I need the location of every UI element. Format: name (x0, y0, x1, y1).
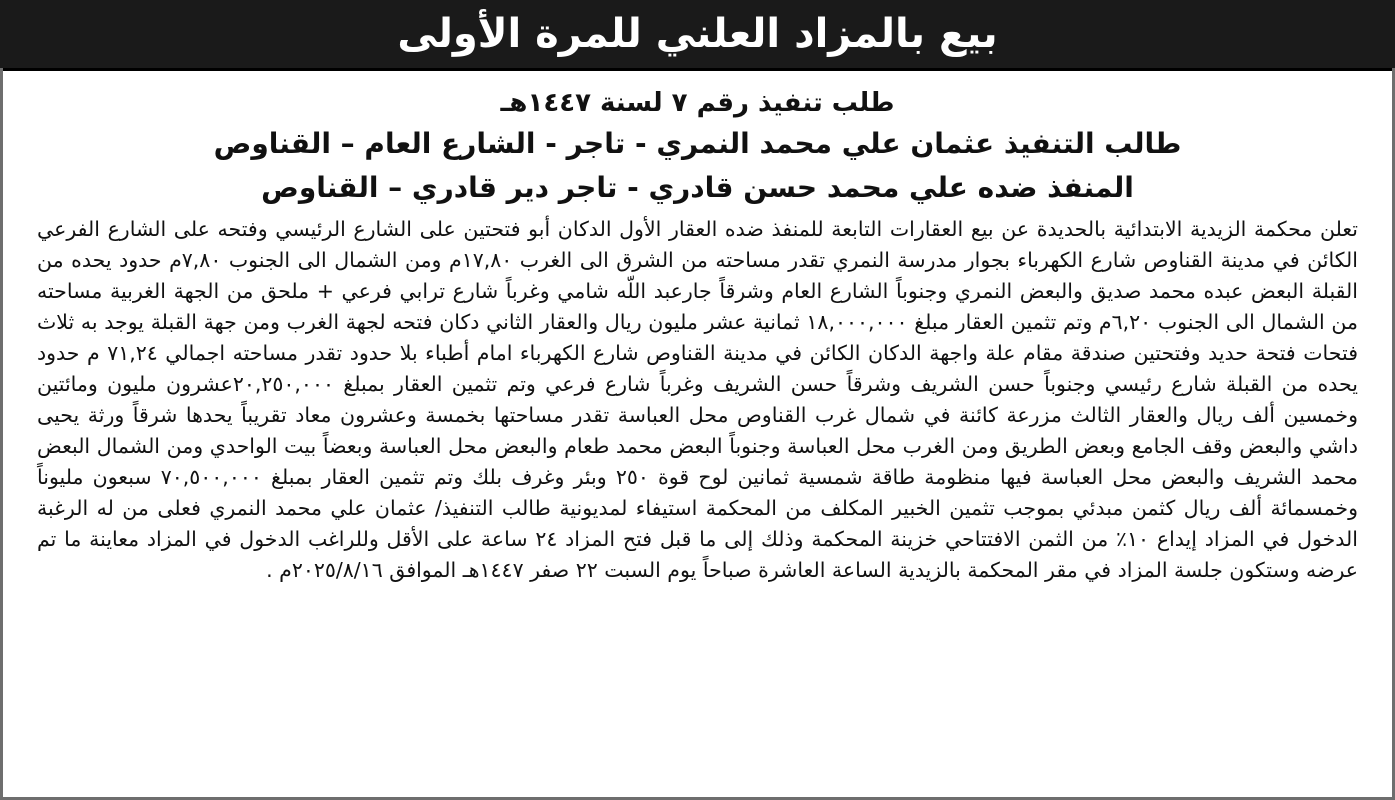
notice-title: بيع بالمزاد العلني للمرة الأولى (397, 11, 998, 57)
notice-frame (0, 68, 1395, 800)
debtor-line: المنفذ ضده علي محمد حسن قادري - تاجر دير قادري – القناوص (261, 171, 1134, 204)
claimant-line: طالب التنفيذ عثمان علي محمد النمري - تاجر - الشارع العام – القناوص (213, 127, 1182, 160)
case-reference: طلب تنفيذ رقم ٧ لسنة ١٤٤٧هـ (500, 88, 895, 118)
body-paragraph: تعلن محكمة الزيدية الابتدائية بالحديدة عن بيع العقارات التابعة للمنفذ ضده العقار الأول الدكان أبو فتحتين على الشارع الرئيسي وفتحه على الشارع الفرعي الكائن في مدينة القناوص شارع الكهرباء بجوار مدرسة النمري تقدر مساحته من الشرق الى الغرب ١٧,٨٠م ومن الشمال الى الجنوب ٧,٨٠م حدود يحده من القبلة البعض عبده محمد صديق والبعض النمري وجنوباً الشارع العام وشرقاً جارعبد اللّه شامي وغرباً شارع ترابي فرعي + ملحق من الجهة الغربية مساحته من الشمال الى الجنوب ٦,٢٠م وتم تثمين العقار مبلغ ١٨,٠٠٠,٠٠٠ ثمانية عشر مليون ريال والعقار الثاني دكان فتحه لجهة الغرب ومن جهة القبلة يوجد به ثلاث فتحات فتحة حديد وفتحتين صندقة مقام علة واجهة الدكان الكائن في مدينة القناوص شارع الكهرباء امام أطباء بلا حدود تقدر مساحته اجمالي ٧١,٢٤ م حدود يحده من القبلة شارع رئيسي وجنوباً حسن الشريف وشرقاً حسن الشريف وغرباً شارع فرعي وتم تثمين العقار بمبلغ ٢٠,٢٥٠,٠٠٠عشرون مليون ومائتين وخمسين ألف ريال والعقار الثالث مزرعة كائنة في شمال غرب القناوص محل العباسة تقدر مساحتها بخمسة وعشرون معاد تقريباً يحدها شرقاً ورثة يحيى داشي والبعض وقف الجامع وبعض الطريق ومن الغرب محل العباسة وجنوباً البعض محمد طعام والبعض محل العباسة وبعضاً بيت الواحدي ومن الشمال البعض محمد الشريف والبعض محل العباسة فيها منظومة طاقة شمسية ثمانين لوح قوة ٢٥٠ وبئر وغرف بلك وتم تثمين العقار بمبلغ ٧٠,٥٠٠,٠٠٠ سبعون مليوناً وخمسمائة ألف ريال كثمن مبدئي بموجب تثمين الخبير المكلف من المحكمة استيفاء لمديونية طالب التنفيذ/ عثمان علي محمد النمري فعلى من له الرغبة الدخول في المزاد إيداع ١٠٪ من الثمن الافتتاحي خزينة المحكمة وذلك إلى ما قبل فتح المزاد ٢٤ ساعة على الأقل وللراغب الدخول في المزاد معاينة ما تم عرضه وستكون جلسة المزاد في مقر المحكمة بالزيدية الساعة العاشرة صباحاً يوم السبت ٢٢ صفر ١٤٤٧هـ الموافق ٢٠٢٥/٨/١٦م . (37, 217, 1359, 582)
title-banner (0, 0, 1395, 71)
notice-body (37, 214, 1358, 586)
